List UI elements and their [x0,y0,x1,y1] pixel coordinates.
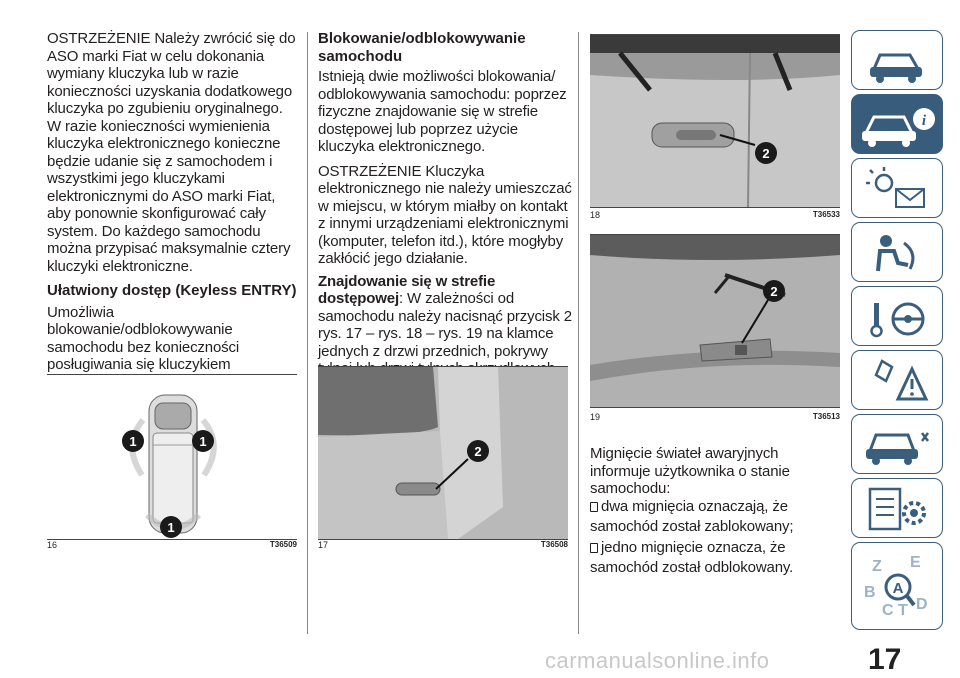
car-top-view-illustration [47,375,297,539]
callout-1-rear [160,516,182,538]
lights-mail-icon [852,159,944,219]
hazard-item-1: dwa mignięcia oznaczają, że [590,498,840,516]
warning-text: OSTRZEŻENIE Należy zwrócić się do ASO marki Fiat w celu dokonania wymiany kluczyka lub w razie konieczności uzyskania dodatkowego kluczyka po zgubieniu oryginalnego. W razie konieczności wymienienia kluczyka elektronicznego konieczne będzie udanie się z samochodem i wszystkimi jego kluczykami elektronicznymi do ASO marki Fiat, aby ponownie skonfigurować cały system. Do każdego samochodu można przypisać maksymalnie cztery kluczyki elektroniczne. [47,30,296,275]
figure-18-caption [590,210,840,222]
svg-text:1: 1 [129,434,137,449]
tab-lights-mail[interactable] [851,158,943,218]
column-1 [47,30,300,409]
figure-number: 19 [590,412,601,422]
callout-1-left [122,430,144,452]
figure-17-caption [318,540,568,552]
zone-heading: Znajdowanie się w strefie dostępowej [318,272,496,307]
keyless-heading: Ułatwiony dostęp (Keyless ENTRY) [47,282,297,299]
key-warning-text: OSTRZEŻENIE Kluczyka elektronicznego nie należy umieszczać w miejscu, w którym miałby on kontakt z innymi urządzeniami elektronicznymi (komputer, telefon itd.), które mogłyby zakłócić jego działanie. [318,162,572,267]
safety-person-icon [852,223,944,283]
column-divider [307,32,308,634]
checklist-gear-icon [852,479,944,539]
keyless-text: Umożliwia blokowanie/odblokowywanie samochodu bez konieczności posługiwania się kluczykiem [47,303,240,373]
tab-checklist[interactable] [851,478,943,538]
figure-code: T36533 [812,210,840,219]
column-3-text [590,445,840,577]
svg-text:i: i [921,113,927,129]
figure-16 [47,374,297,540]
rear-door-handle-illustration [590,235,840,407]
svg-text:2: 2 [762,146,770,161]
column-divider [578,32,579,634]
tab-car-dashboard[interactable] [851,30,943,90]
svg-text:D: D [916,596,928,613]
svg-text:E: E [910,554,921,571]
alphabet-index-icon [852,543,944,631]
figure-17 [318,366,568,540]
figure-code: T36513 [812,412,840,421]
svg-text:Z: Z [872,558,882,575]
hazard-item-2: jedno mignięcie oznacza, że [590,539,840,557]
column-2 [318,30,572,378]
figure-code: T36508 [540,540,568,549]
svg-text:2: 2 [474,444,482,459]
svg-text:T: T [898,602,908,619]
lock-text: Istnieją dwie możliwości blokowania/ odblokowywania samochodu: poprzez fizyczne znajdowanie się w strefie dostępowej lub poprzez użycie kluczyka elektronicznego. [318,68,567,155]
svg-text:C: C [882,602,894,619]
figure-18 [590,34,840,208]
car-service-icon [852,415,944,475]
callout-2 [755,142,777,164]
tab-alphabet-index[interactable] [851,542,943,630]
bullet-square-icon [590,502,598,512]
page-number: 17 [868,643,902,676]
tailgate-handle-illustration [590,35,840,207]
figure-19 [590,234,840,408]
lock-heading: Blokowanie/odblokowywanie samochodu [318,30,526,65]
tab-safety[interactable] [851,222,943,282]
steering-key-icon [852,287,944,347]
hazard-item-2-cont: samochód został odblokowany. [590,559,794,576]
svg-text:1: 1 [199,434,207,449]
front-door-handle-illustration [318,367,568,539]
zone-text: : W zależności od samochodu należy nacisnąć przycisk 2 rys. 17 – rys. 18 – rys. 19 na klamce jednych z drzwi przednich, pokrywy [318,290,572,360]
figure-number: 17 [318,540,329,550]
hazard-item-1-cont: samochód został zablokowany; [590,518,794,535]
tab-car-info[interactable] [851,94,943,154]
figure-16-caption [47,540,297,552]
zone-paragraph [318,273,572,378]
tab-warning[interactable] [851,350,943,410]
bullet-square-icon [590,543,598,553]
svg-text:B: B [864,584,876,601]
figure-number: 18 [590,210,601,220]
figure-code: T36509 [269,540,297,549]
svg-text:A: A [892,580,904,597]
figure-number: 16 [47,540,58,550]
hazard-intro: Mignięcie świateł awaryjnych informuje użytkownika o stanie samochodu: [590,445,790,497]
svg-text:1: 1 [167,520,175,535]
car-dashboard-icon [852,31,944,91]
warning-triangle-icon [852,351,944,411]
watermark: carmanualsonline.info [545,648,770,673]
car-info-icon [852,95,944,155]
figure-19-caption [590,412,840,424]
tab-car-service[interactable] [851,414,943,474]
callout-2 [763,280,785,302]
tab-steering-key[interactable] [851,286,943,346]
svg-text:2: 2 [770,284,778,299]
callout-2 [467,440,489,462]
callout-1-right [192,430,214,452]
